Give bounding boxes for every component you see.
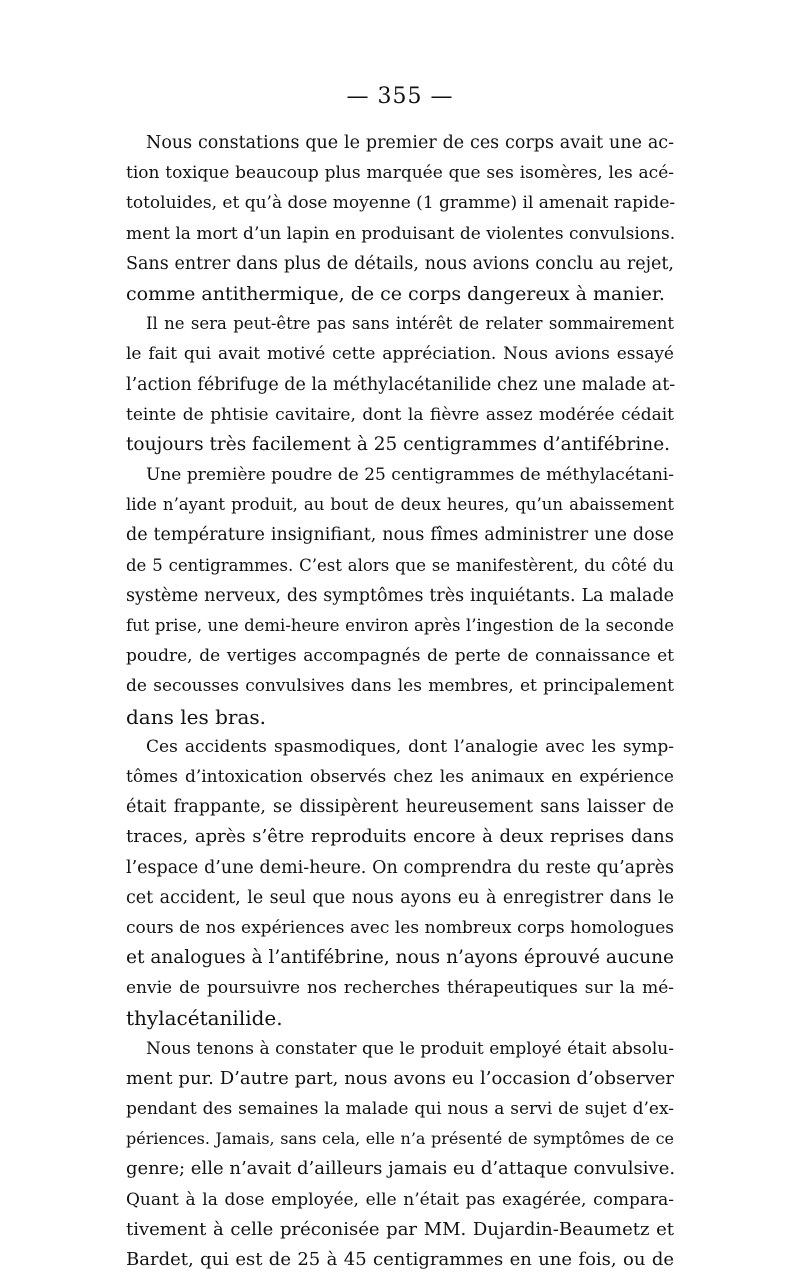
text-line: genre; elle n’avait d’ailleurs jamais eu d’attaque convulsive. <box>126 1158 676 1180</box>
text-line: l’action fébrifuge de la méthylacétanilide chez une malade at- <box>126 374 676 395</box>
text-line: dans les bras. <box>126 704 266 729</box>
text-line: ment la mort d’un lapin en produisant de violentes convulsions. <box>126 223 676 244</box>
text-line: le fait qui avait motivé cette appréciation. Nous avions essayé <box>126 344 674 365</box>
text-line: tivement à celle préconisée par MM. Dujardin-Beaumetz et <box>126 1218 674 1240</box>
text-line: tion toxique beaucoup plus marquée que ses isomères, les acé- <box>126 163 674 184</box>
text-line: Quant à la dose employée, elle n’était pas exagérée, compara- <box>126 1189 674 1210</box>
text-line: traces, après s’être reproduits encore à deux reprises dans <box>126 826 674 848</box>
text-line: totoluides, et qu’à dose moyenne (1 gramme) il amenait rapide- <box>126 193 676 214</box>
text-line: et analogues à l’antifébrine, nous n’ayons éprouvé aucune <box>126 947 674 969</box>
text-line: Bardet, qui est de 25 à 45 centigrammes en une fois, ou de <box>126 1248 674 1270</box>
text-line: teinte de phtisie cavitaire, dont la fièvre assez modérée cédait <box>126 404 674 425</box>
text-line: comme antithermique, de ce corps dangereux à manier. <box>126 282 665 305</box>
text-line: pendant des semaines la malade qui nous a servi de sujet d’ex- <box>126 1099 674 1119</box>
text-line: Une première poudre de 25 centigrammes de méthylacétani- <box>146 465 674 486</box>
text-line: Ces accidents spasmodiques, dont l’analogie avec les symp- <box>146 736 674 757</box>
text-line: de 5 centigrammes. C’est alors que se manifestèrent, du côté du <box>126 555 674 575</box>
text-line: était frappante, se dissipèrent heureusement sans laisser de <box>126 797 674 818</box>
text-line: périences. Jamais, sans cela, elle n’a présenté de symptômes de ce <box>126 1129 674 1149</box>
text-line: lide n’ayant produit, au bout de deux heures, qu’un abaissement <box>126 495 674 515</box>
text-line: de secousses convulsives dans les membres, et principalement <box>126 676 674 697</box>
text-line: envie de poursuivre nos recherches thérapeutiques sur la mé- <box>126 978 674 999</box>
text-line: Il ne sera peut-être pas sans intérêt de relater sommairement <box>146 314 674 334</box>
body-text <box>126 128 674 1275</box>
text-line: cet accident, le seul que nous ayons eu à enregistrer dans le <box>126 887 674 908</box>
text-line: fut prise, une demi-heure environ après l’ingestion de la seconde <box>126 616 674 635</box>
page-number: — 355 — <box>346 84 454 109</box>
text-line: poudre, de vertiges accompagnés de perte de connaissance et <box>126 646 674 667</box>
text-line: Nous tenons à constater que le produit employé était absolu- <box>146 1038 674 1059</box>
text-line: cours de nos expériences avec les nombreux corps homologues <box>126 917 674 938</box>
text-line: Sans entrer dans plus de détails, nous avions conclu au rejet, <box>126 253 674 274</box>
text-line: l’espace d’une demi-heure. On comprendra du reste qu’après <box>126 857 674 878</box>
text-line: système nerveux, des symptômes très inquiétants. La malade <box>126 585 674 606</box>
text-line: de température insignifiant, nous fîmes administrer une dose <box>126 525 674 546</box>
text-line: tômes d’intoxication observés chez les animaux en expérience <box>126 766 674 787</box>
text-line: Nous constations que le premier de ces corps avait une ac- <box>146 133 674 153</box>
text-line: thylacétanilide. <box>126 1006 283 1031</box>
text-line: toujours très facilement à 25 centigrammes d’antifébrine. <box>126 433 671 455</box>
text-line: ment pur. D’autre part, nous avons eu l’occasion d’observer <box>126 1067 674 1089</box>
